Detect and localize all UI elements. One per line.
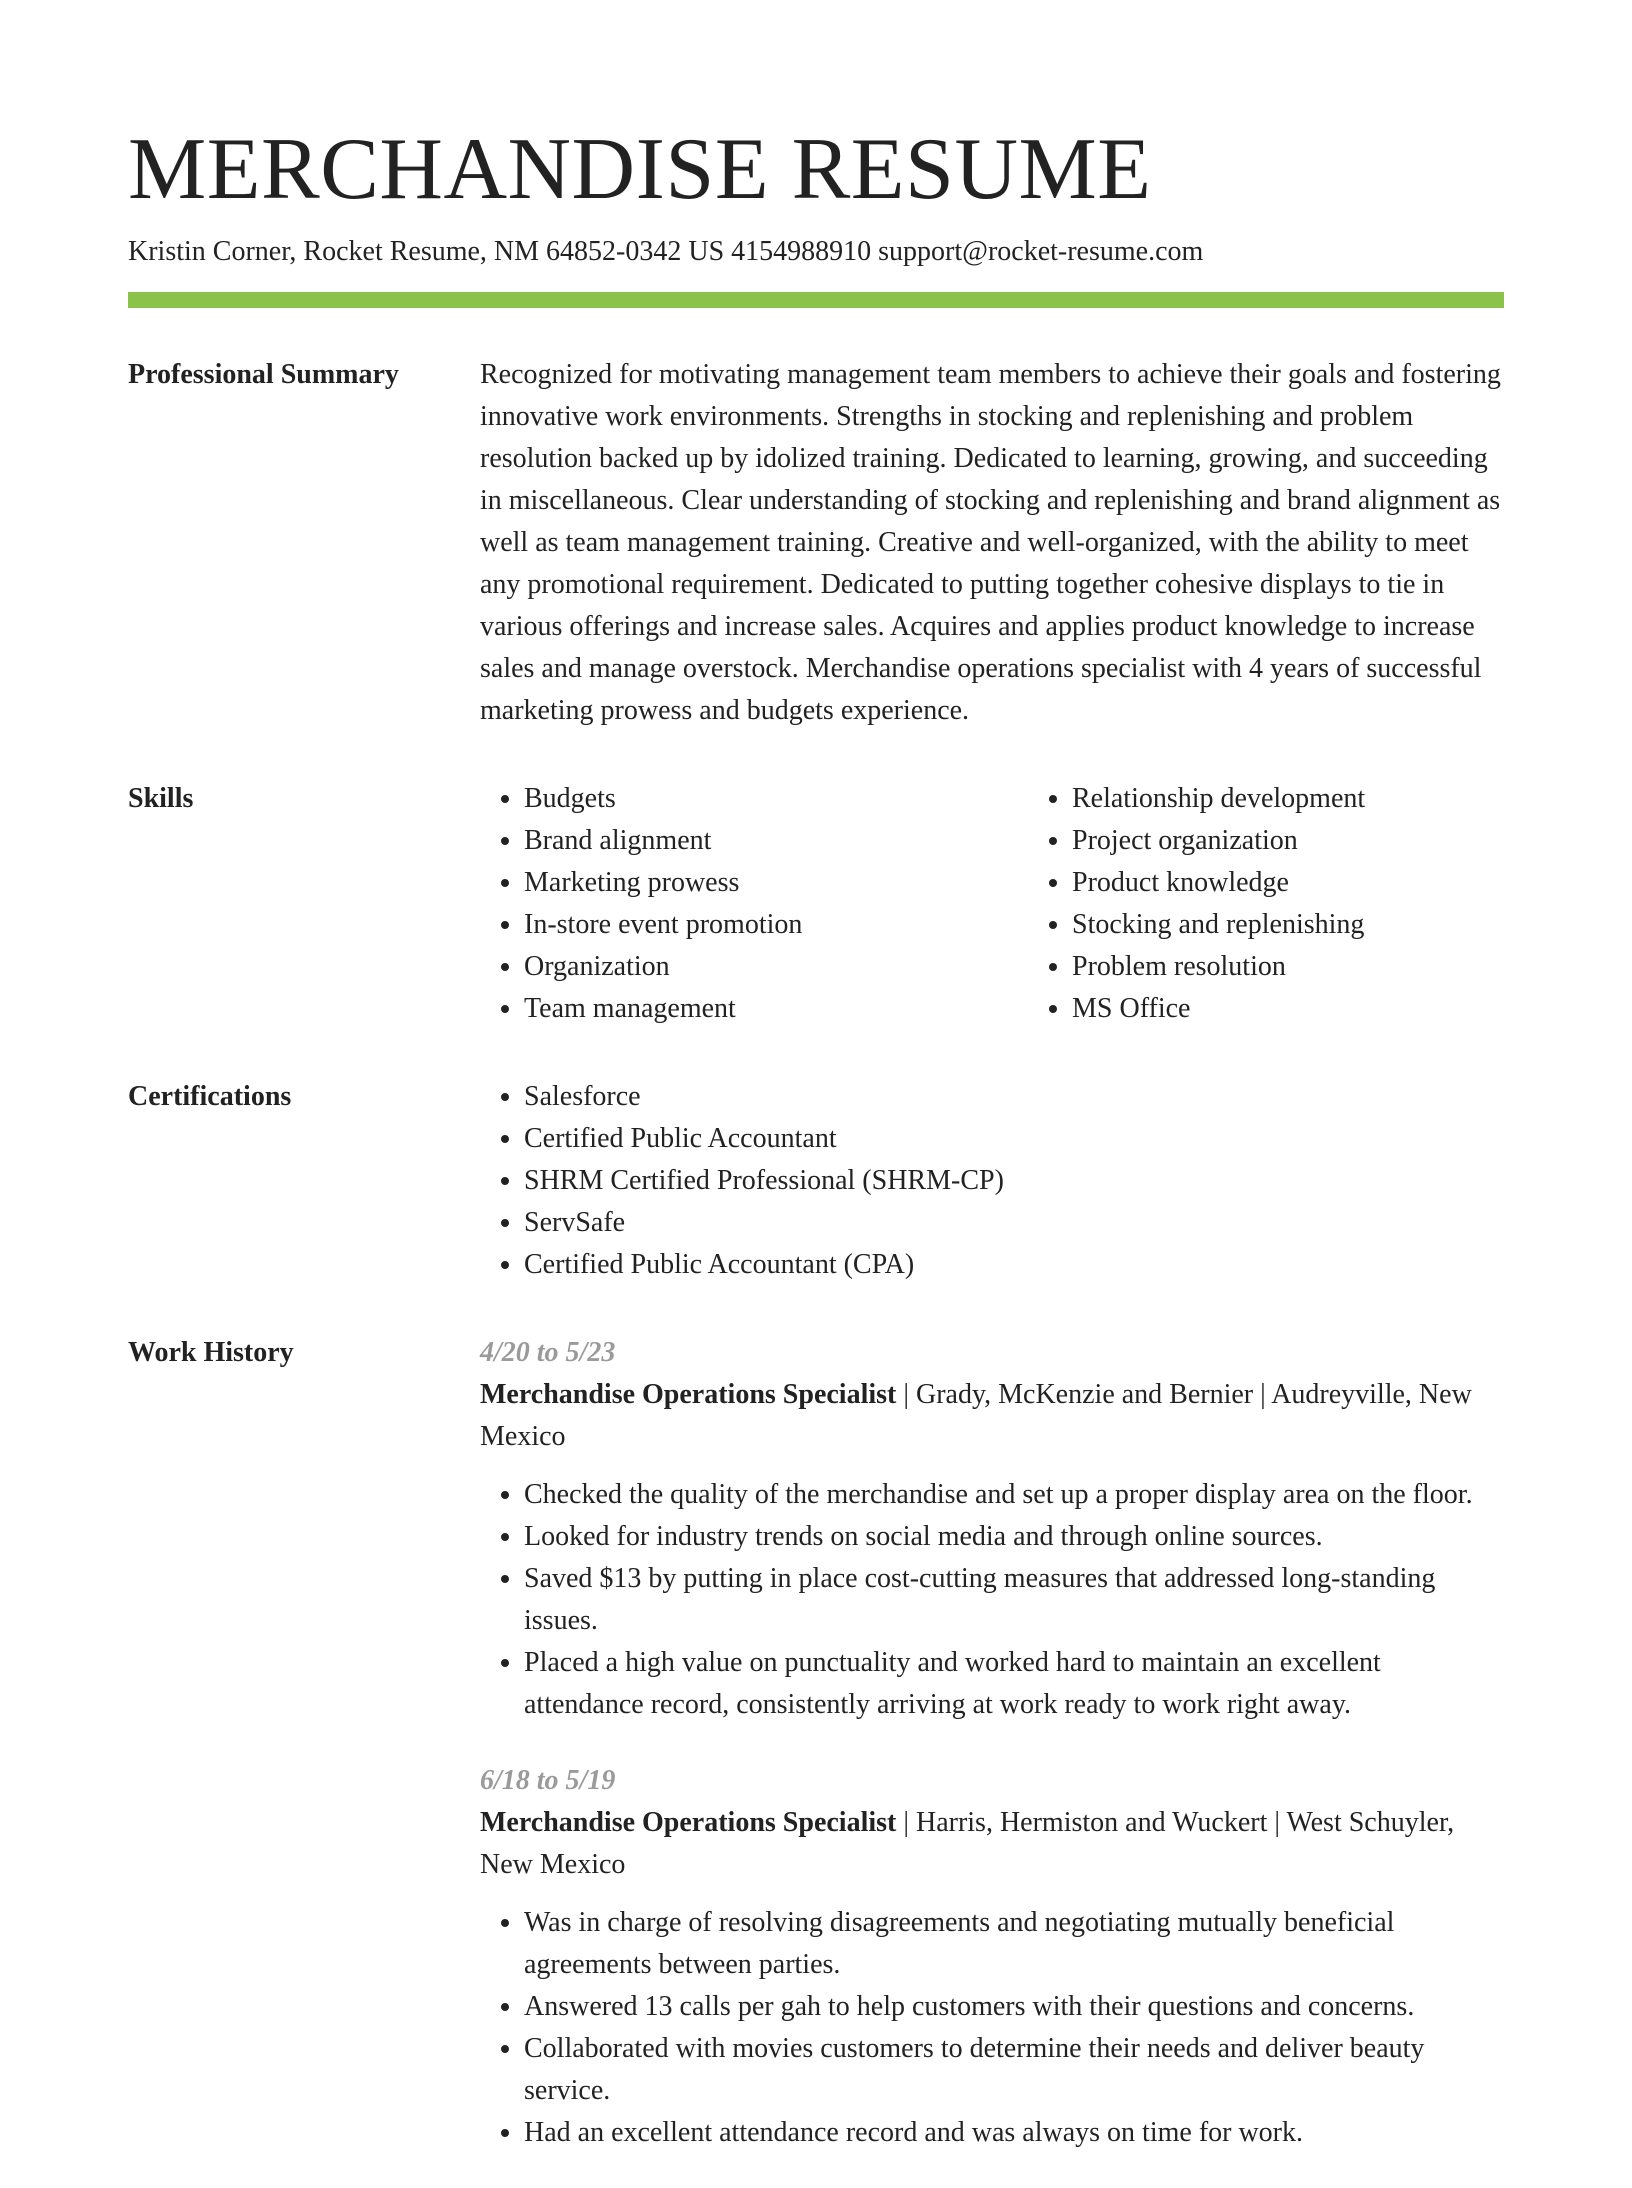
header-divider <box>128 292 1504 308</box>
work-history-body <box>480 1332 1504 2188</box>
job-heading <box>480 1374 1504 1458</box>
certification-item: • Certified Public Accountant <box>524 1118 1504 1160</box>
certification-item: • Salesforce <box>524 1076 1504 1118</box>
skill-item: • MS Office <box>1072 988 1576 1030</box>
contact-line: Kristin Corner, Rocket Resume, NM 64852-0342 US 4154988910 support@rocket-resume.com <box>128 236 1204 267</box>
certification-item: • ServSafe <box>524 1202 1504 1244</box>
job-duties-list <box>480 1902 1504 2154</box>
job-entry <box>480 1760 1504 2154</box>
job-dates: 4/20 to 5/23 <box>480 1337 616 1368</box>
summary-text: Recognized for motivating management team members to achieve their goals and fostering innovative work environments. Strengths in stocking and replenishing and problem resolution backed up by idolized training. Dedicated to learning, growing, and succeeding in miscellaneous. Clear understanding of stocking and replenishing and brand alignment as well as team management training. Creative and well-organized, with the ability to meet any promotional requirement. Dedicated to putting together cohesive displays to tie in various offerings and increase sales. Acquires and applies product knowledge to increase sales and manage overstock. Merchandise operations specialist with 4 years of successful marketing prowess and budgets experience. <box>480 359 1501 726</box>
certification-item: • SHRM Certified Professional (SHRM-CP) <box>524 1160 1504 1202</box>
section-label-certifications: Certifications <box>128 1081 292 1112</box>
skill-item: • Organization <box>524 946 1028 988</box>
job-duty-item: • Saved $13 by putting in place cost-cutting measures that addressed long-standing issues. <box>524 1558 1504 1642</box>
job-dates: 6/18 to 5/19 <box>480 1765 616 1796</box>
job-entry <box>480 1332 1504 1726</box>
page-title: MERCHANDISE RESUME <box>128 121 1152 218</box>
job-duty-item: • Had an excellent attendance record and was always on time for work. <box>524 2112 1504 2154</box>
job-duty-item: • Checked the quality of the merchandise and set up a proper display area on the floor. <box>524 1474 1504 1516</box>
skill-item: • Budgets <box>524 778 1028 820</box>
skill-item: • Marketing prowess <box>524 862 1028 904</box>
work-history-section <box>128 1332 1504 2188</box>
resume-page <box>128 0 1504 2188</box>
job-employer-location: | Harris, Hermiston and Wuckert | West Schuyler, New Mexico <box>480 1807 1455 1880</box>
skill-item: • Project organization <box>1072 820 1576 862</box>
skill-item: • Stocking and replenishing <box>1072 904 1576 946</box>
section-label-work-history: Work History <box>128 1337 294 1368</box>
certifications-body <box>480 1076 1504 1286</box>
skills-section <box>128 778 1504 1030</box>
job-duty-item: • Was in charge of resolving disagreements and negotiating mutually beneficial agreements between parties. <box>524 1902 1504 1986</box>
section-label-skills: Skills <box>128 783 194 814</box>
certifications-section <box>128 1076 1504 1286</box>
summary-body <box>480 354 1504 732</box>
section-label-summary: Professional Summary <box>128 359 399 390</box>
job-duty-item: • Placed a high value on punctuality and worked hard to maintain an excellent attendance record, consistently arriving at work ready to work right away. <box>524 1642 1504 1726</box>
job-duty-item: • Collaborated with movies customers to determine their needs and deliver beauty service. <box>524 2028 1504 2112</box>
skill-item: • Problem resolution <box>1072 946 1576 988</box>
skill-item: • Team management <box>524 988 1028 1030</box>
skills-list-right <box>1028 778 1576 1030</box>
job-title: Merchandise Operations Specialist <box>480 1807 897 1838</box>
certification-item: • Certified Public Accountant (CPA) <box>524 1244 1504 1286</box>
job-title: Merchandise Operations Specialist <box>480 1379 897 1410</box>
summary-section <box>128 354 1504 732</box>
certifications-list <box>480 1076 1504 1286</box>
skill-item: • Brand alignment <box>524 820 1028 862</box>
skill-item: • In-store event promotion <box>524 904 1028 946</box>
job-employer-location: | Grady, McKenzie and Bernier | Audreyville, New Mexico <box>480 1379 1472 1452</box>
skill-item: • Relationship development <box>1072 778 1576 820</box>
skill-item: • Product knowledge <box>1072 862 1576 904</box>
skills-list-left <box>480 778 1028 1030</box>
job-heading <box>480 1802 1504 1886</box>
job-duties-list <box>480 1474 1504 1726</box>
job-duty-item: • Looked for industry trends on social media and through online sources. <box>524 1516 1504 1558</box>
job-duty-item: • Answered 13 calls per gah to help customers with their questions and concerns. <box>524 1986 1504 2028</box>
skills-body <box>480 778 1576 1030</box>
